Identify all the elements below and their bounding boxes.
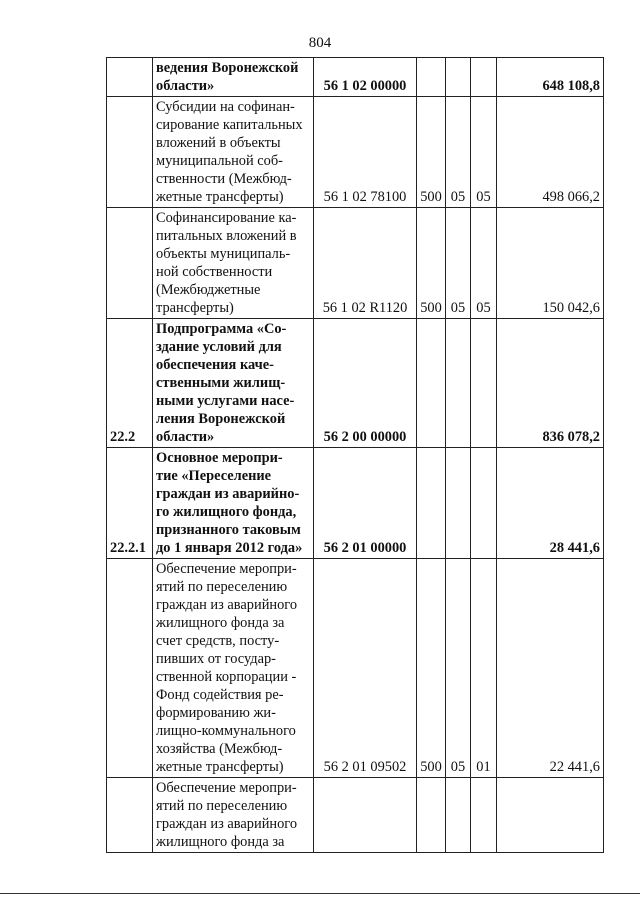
row-number-cell	[107, 559, 153, 778]
item-name-line: здание условий для	[156, 339, 282, 355]
item-name-line: ственной корпорации -	[156, 669, 297, 685]
item-name-line: ведения Воронежской	[156, 60, 299, 76]
subsection-cell	[471, 778, 497, 853]
item-name-line: жетные трансферты)	[156, 759, 284, 775]
amount-cell: 836 078,2	[497, 319, 604, 448]
item-name-line: области»	[156, 429, 215, 445]
item-name-line: ятий по переселению	[156, 579, 288, 595]
row-number-cell	[107, 58, 153, 97]
amount-cell: 150 042,6	[497, 208, 604, 319]
expense-type-cell	[417, 319, 446, 448]
item-name-cell	[153, 97, 314, 208]
item-name-line: Субсидии на софинан-	[156, 99, 295, 115]
target-code-cell: 56 2 01 00000	[314, 448, 417, 559]
table-row	[107, 448, 604, 559]
item-name-line: объекты муниципаль-	[156, 246, 291, 262]
item-name-line: обеспечения каче-	[156, 357, 274, 373]
subsection-cell	[471, 448, 497, 559]
subsection-cell	[471, 319, 497, 448]
item-name-line: ными услугами насе-	[156, 393, 295, 409]
item-name-line: питальных вложений в	[156, 228, 297, 244]
item-name-line: жетные трансферты)	[156, 189, 284, 205]
target-code-cell: 56 1 02 00000	[314, 58, 417, 97]
target-code-cell: 56 1 02 78100	[314, 97, 417, 208]
item-name-cell	[153, 778, 314, 853]
item-name-line: тие «Переселение	[156, 468, 272, 484]
item-name-line: области»	[156, 78, 215, 94]
section-cell: 05	[446, 97, 471, 208]
item-name-line: граждан из аварийного	[156, 597, 298, 613]
table-row	[107, 319, 604, 448]
page-number: 804	[308, 35, 332, 51]
section-cell	[446, 448, 471, 559]
item-name-line: ственными жилищ-	[156, 375, 286, 391]
section-cell: 05	[446, 559, 471, 778]
subsection-cell: 01	[471, 559, 497, 778]
amount-cell: 22 441,6	[497, 559, 604, 778]
item-name-line: счет средств, посту-	[156, 633, 280, 649]
section-cell	[446, 319, 471, 448]
table-row	[107, 778, 604, 853]
bottom-divider	[0, 893, 640, 894]
row-number-cell	[107, 778, 153, 853]
item-name-line: жилищного фонда за	[156, 834, 285, 850]
item-name-line: формированию жи-	[156, 705, 276, 721]
item-name-cell	[153, 208, 314, 319]
item-name-line: ления Воронежской	[156, 411, 286, 427]
section-cell	[446, 58, 471, 97]
item-name-line: (Межбюджетные	[156, 282, 261, 298]
expense-type-cell	[417, 448, 446, 559]
item-name-cell	[153, 58, 314, 97]
item-name-line: лищно-коммунального	[156, 723, 296, 739]
item-name-line: граждан из аварийного	[156, 816, 298, 832]
row-number-cell	[107, 97, 153, 208]
item-name-line: ной собственности	[156, 264, 273, 280]
item-name-line: Подпрограмма «Со-	[156, 321, 287, 337]
item-name-line: Основное меропри-	[156, 450, 283, 466]
item-name-line: Обеспечение меропри-	[156, 561, 297, 577]
section-cell: 05	[446, 208, 471, 319]
item-name-line: вложений в объекты	[156, 135, 281, 151]
table-body	[107, 58, 604, 853]
item-name-line: ственности (Межбюд-	[156, 171, 292, 187]
item-name-line: признанного таковым	[156, 522, 301, 538]
subsection-cell: 05	[471, 97, 497, 208]
item-name-line: пивших от государ-	[156, 651, 276, 667]
amount-cell: 28 441,6	[497, 448, 604, 559]
item-name-line: Фонд содействия ре-	[156, 687, 284, 703]
amount-cell: 498 066,2	[497, 97, 604, 208]
expense-type-cell: 500	[417, 208, 446, 319]
item-name-line: хозяйства (Межбюд-	[156, 741, 283, 757]
budget-table	[106, 57, 604, 853]
expense-type-cell	[417, 778, 446, 853]
amount-cell: 648 108,8	[497, 58, 604, 97]
item-name-line: муниципальной соб-	[156, 153, 283, 169]
item-name-line: до 1 января 2012 года»	[156, 540, 303, 556]
target-code-cell: 56 2 00 00000	[314, 319, 417, 448]
item-name-line: го жилищного фонда,	[156, 504, 297, 520]
target-code-cell: 56 1 02 R1120	[314, 208, 417, 319]
expense-type-cell: 500	[417, 97, 446, 208]
row-number-cell: 22.2.1	[107, 448, 153, 559]
item-name-line: сирование капитальных	[156, 117, 303, 133]
item-name-cell	[153, 448, 314, 559]
table-row	[107, 58, 604, 97]
expense-type-cell	[417, 58, 446, 97]
item-name-line: трансферты)	[156, 300, 234, 316]
table-row	[107, 97, 604, 208]
row-number-cell	[107, 208, 153, 319]
expense-type-cell: 500	[417, 559, 446, 778]
item-name-line: граждан из аварийно-	[156, 486, 300, 502]
row-number-cell: 22.2	[107, 319, 153, 448]
target-code-cell: 56 2 01 09502	[314, 559, 417, 778]
item-name-cell	[153, 319, 314, 448]
item-name-line: Обеспечение меропри-	[156, 780, 297, 796]
item-name-line: жилищного фонда за	[156, 615, 285, 631]
table-row	[107, 208, 604, 319]
amount-cell	[497, 778, 604, 853]
section-cell	[446, 778, 471, 853]
item-name-line: ятий по переселению	[156, 798, 288, 814]
table-row	[107, 559, 604, 778]
target-code-cell	[314, 778, 417, 853]
item-name-cell	[153, 559, 314, 778]
subsection-cell: 05	[471, 208, 497, 319]
subsection-cell	[471, 58, 497, 97]
item-name-line: Софинансирование ка-	[156, 210, 297, 226]
